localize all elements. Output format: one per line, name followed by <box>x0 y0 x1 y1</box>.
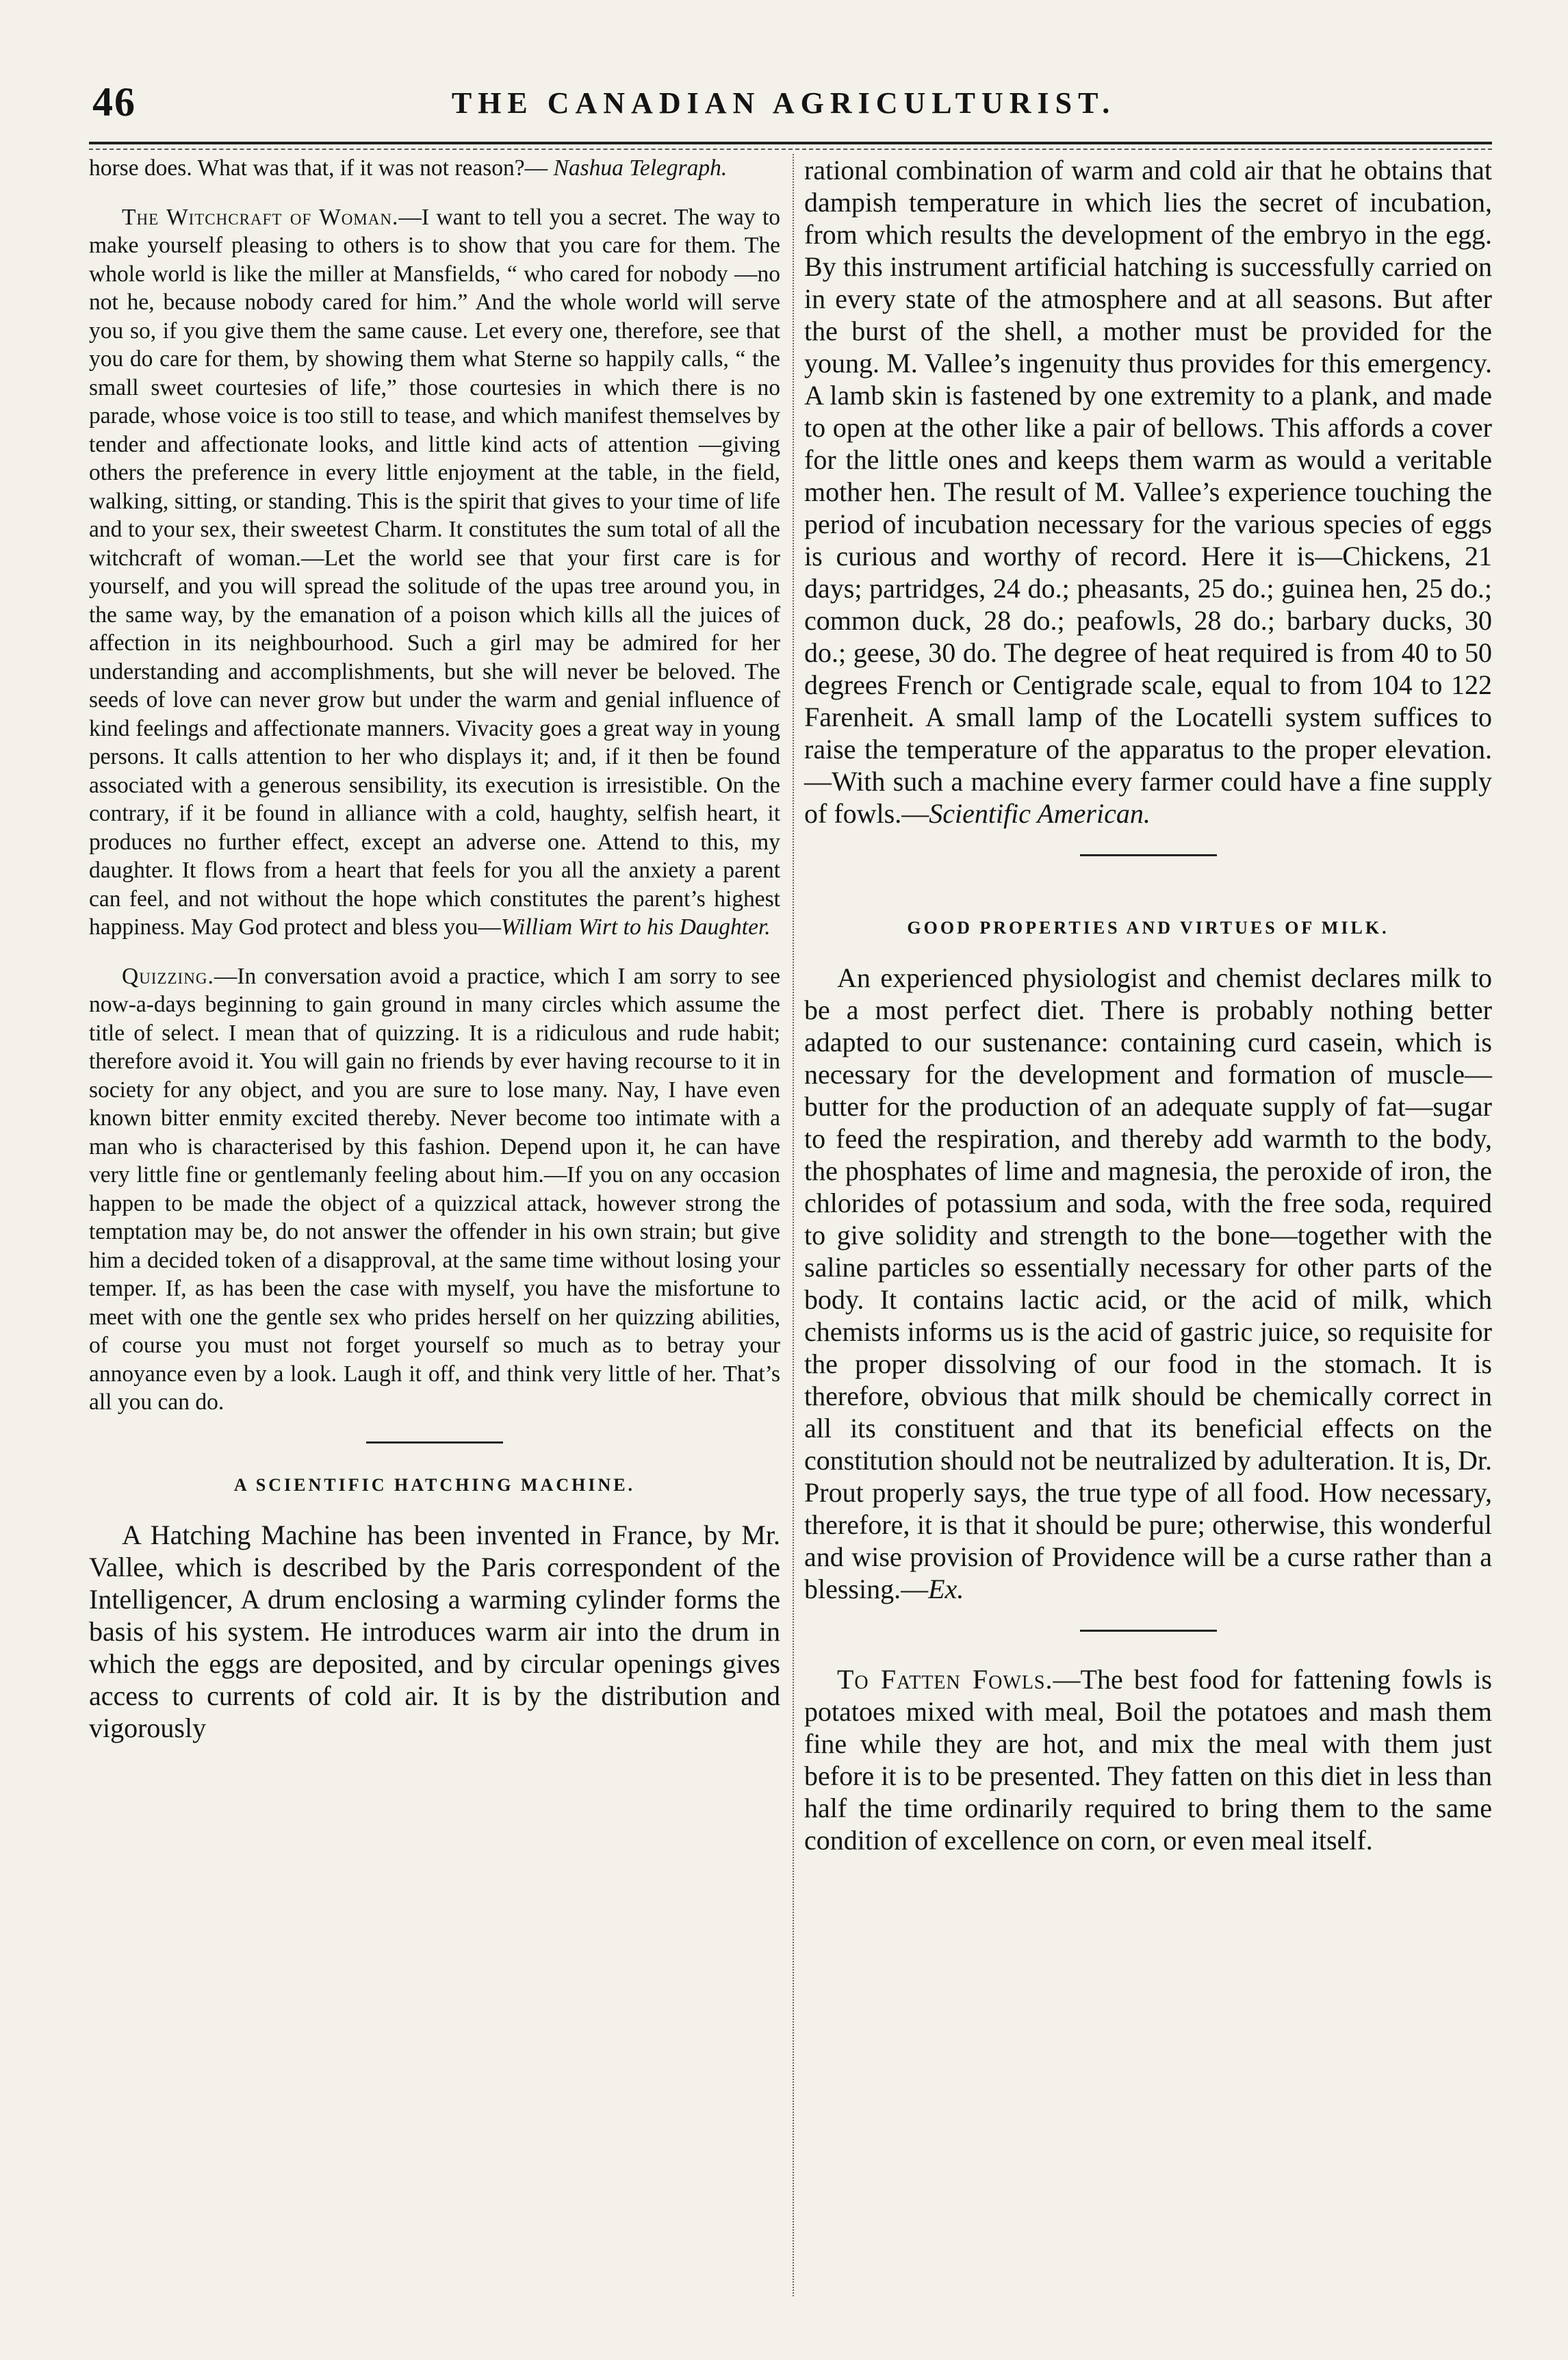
witchcraft-lead: The Witchcraft of Woman. <box>122 204 399 230</box>
hatching-source: Scientific American. <box>929 798 1151 829</box>
section-rule <box>1080 854 1217 856</box>
right-column <box>804 154 1492 1877</box>
quizzing-article <box>89 962 780 1417</box>
milk-body: An experienced physiologist and chemist declares milk to be a most perfect diet. There is probably nothing better adapted to our sustenance: containing curd casein, which is necessary for the development and formation of muscle—butter for the production of an adequate supply of fat—sugar to feed the respiration, and thereby add warmth to the body, the phosphates of lime and magnesia, the peroxide of iron, the chlorides of potassium and soda, with the free soda, required to give solidity and strength to the bone—together with the saline particles so essentially necessary for other parts of the body. It contains lactic acid, or the acid of milk, which chemists informs us is the acid of gastric juice, so requisite for the proper dissolving of our food in the stomach. It is therefore, obvious that milk should be chemically correct in all its constituent and that its beneficial effects on the constitution should not be neutralized by adulteration. It is, Dr. Prout properly says, the true type of all food. How necessary, therefore, it is that it should be pure; otherwise, this wonderful and wise provision of Providence will be a curse rather than a blessing.— <box>804 962 1492 1604</box>
column-divider <box>793 154 794 2296</box>
hatching-heading: A SCIENTIFIC HATCHING MACHINE. <box>233 1474 636 1495</box>
section-rule <box>1080 1630 1217 1632</box>
milk-article <box>804 962 1492 1605</box>
header-rule <box>89 142 1492 144</box>
header-rule-dashed <box>89 149 1492 150</box>
witchcraft-body: —I want to tell you a secret. The way to make yourself pleasing to others is to show that you care for them. The whole world is like the miller at Mansfields, “ who cared for nobody —no not he, because nobody cared for him.” And the whole world will serve you so, if you give them the same cause. Let every one, therefore, see that you do care for them, by showing them what Sterne so happily calls, “ the small sweet courtesies of life,” those courtesies in which there is no parade, whose voice is too still to tease, and which manifest themselves by tender and affectionate looks, and little kind acts of attention —giving others the preference in every little enjoyment at the table, in the field, walking, sitting, or standing. This is the spirit that gives to your time of life and to your sex, their sweetest Charm. It constitutes the sum total of all the witchcraft of woman.—Let the world see that your first care is for yourself, and you will spread the solitude of the upas tree around you, in the same way, by the emanation of a poison which kills all the juices of affection in its neighbourhood. Such a girl may be admired for her understanding and accomplishments, but she will never be beloved. The seeds of love can never grow but under the warm and genial influence of kind feelings and affectionate manners. Vivacity goes a great way in young persons. It calls attention to her who displays it; and, if it then be found associated with a generous sensibility, its execution is irresistible. On the contrary, if it be found in alliance with a cold, haughty, selfish heart, it produces no further effect, except an adverse one. Attend to this, my daughter. It flows from a heart that feels for you all the anxiety a parent can feel, and not without the hope which constitutes the parent’s highest happiness. May God protect and bless you— <box>89 204 780 940</box>
hatching-continued <box>804 154 1492 830</box>
quizzing-body: —In conversation avoid a practice, which I am sorry to see now-a-days beginning to gain ground in many circles which assume the title of select. I mean that of quizzing. It is a ridiculous and rude habit; therefore avoid it. You will gain no friends by ever having recourse to it in society for any object, and you are sure to lose many. Nay, I have even known bitter enmity excited thereby. Never become too intimate with a man who is characterised by this fashion. Depend upon it, he can have very little fine or gentlemanly feeling about him.—If you on any occasion happen to be made the object of a quizzical attack, however strong the temptation may be, do not answer the offender in his own strain; but give him a decided token of a disapproval, at the same time without losing your temper. If, as has been the case with myself, you have the misfortune to meet with one the gentle sex who prides herself on her quizzing abilities, of course you must not forget yourself so much as to betray your annoyance even by a look. Laugh it off, and think very little of her. That’s all you can do. <box>89 963 780 1415</box>
intro-source: Nashua Telegraph. <box>553 155 728 181</box>
fowls-body: —The best food for fattening fowls is potatoes mixed with meal, Boil the potatoes and mash them fine while they are hot, and mix the meal with them just before it is to be presented. They fatten on this diet in less than half the time ordinarily required to bring them to the same condition of excellence on corn, or even meal itself. <box>804 1664 1492 1856</box>
intro-paragraph <box>89 154 780 183</box>
fowls-article <box>804 1663 1492 1856</box>
quizzing-lead: Quizzing. <box>122 963 214 989</box>
hatching-continued-body: rational combination of warm and cold air that he obtains that dampish temperature in which lies the secret of incubation, from which results the development of the embryo in the egg. By this instrument artificial hatching is successfully carried on in every state of the atmosphere and at all seasons. But after the burst of the shell, a mother must be provided for the young. M. Vallee’s ingenuity thus provides for this emergency. A lamb skin is fastened by one extremity to a plank, and made to open at the other like a pair of bellows. This affords a cover for the little ones and keeps them warm as would a veritable mother hen. The result of M. Vallee’s experience touching the period of incubation necessary for the various species of eggs is curious and worthy of record. Here it is—Chickens, 21 days; partridges, 24 do.; pheasants, 25 do.; guinea hen, 25 do.; common duck, 28 do.; peafowls, 28 do.; barbary ducks, 30 do.; geese, 30 do. The degree of heat required is from 40 to 50 degrees French or Centigrade scale, equal to from 104 to 122 Farenheit. A small lamp of the Locatelli system suffices to raise the temperature of the apparatus to the proper elevation.—With such a machine every farmer could have a fine supply of fowls.— <box>804 155 1492 829</box>
running-title: THE CANADIAN AGRICULTURIST. <box>451 86 1116 120</box>
page-number: 46 <box>92 79 136 125</box>
hatching-article: A Hatching Machine has been invented in France, by Mr. Vallee, which is described by the Paris correspondent of the Intelligencer, A drum enclosing a warming cylinder forms the basis of his system. He introduces warm air into the drum in which the eggs are deposited, and by circular openings gives access to currents of cold air. It is by the distribution and vigorously <box>89 1519 780 1743</box>
milk-source: Ex. <box>928 1574 964 1604</box>
left-column <box>89 154 780 1765</box>
witchcraft-article <box>89 203 780 942</box>
witchcraft-source: William Wirt to his Daughter. <box>500 914 771 940</box>
page-header <box>75 79 1492 154</box>
section-rule <box>366 1441 503 1444</box>
milk-heading: GOOD PROPERTIES AND VIRTUES OF MILK. <box>907 918 1389 938</box>
fowls-lead: To Fatten Fowls. <box>837 1664 1053 1695</box>
intro-text: horse does. What was that, if it was not reason?— <box>89 155 548 181</box>
